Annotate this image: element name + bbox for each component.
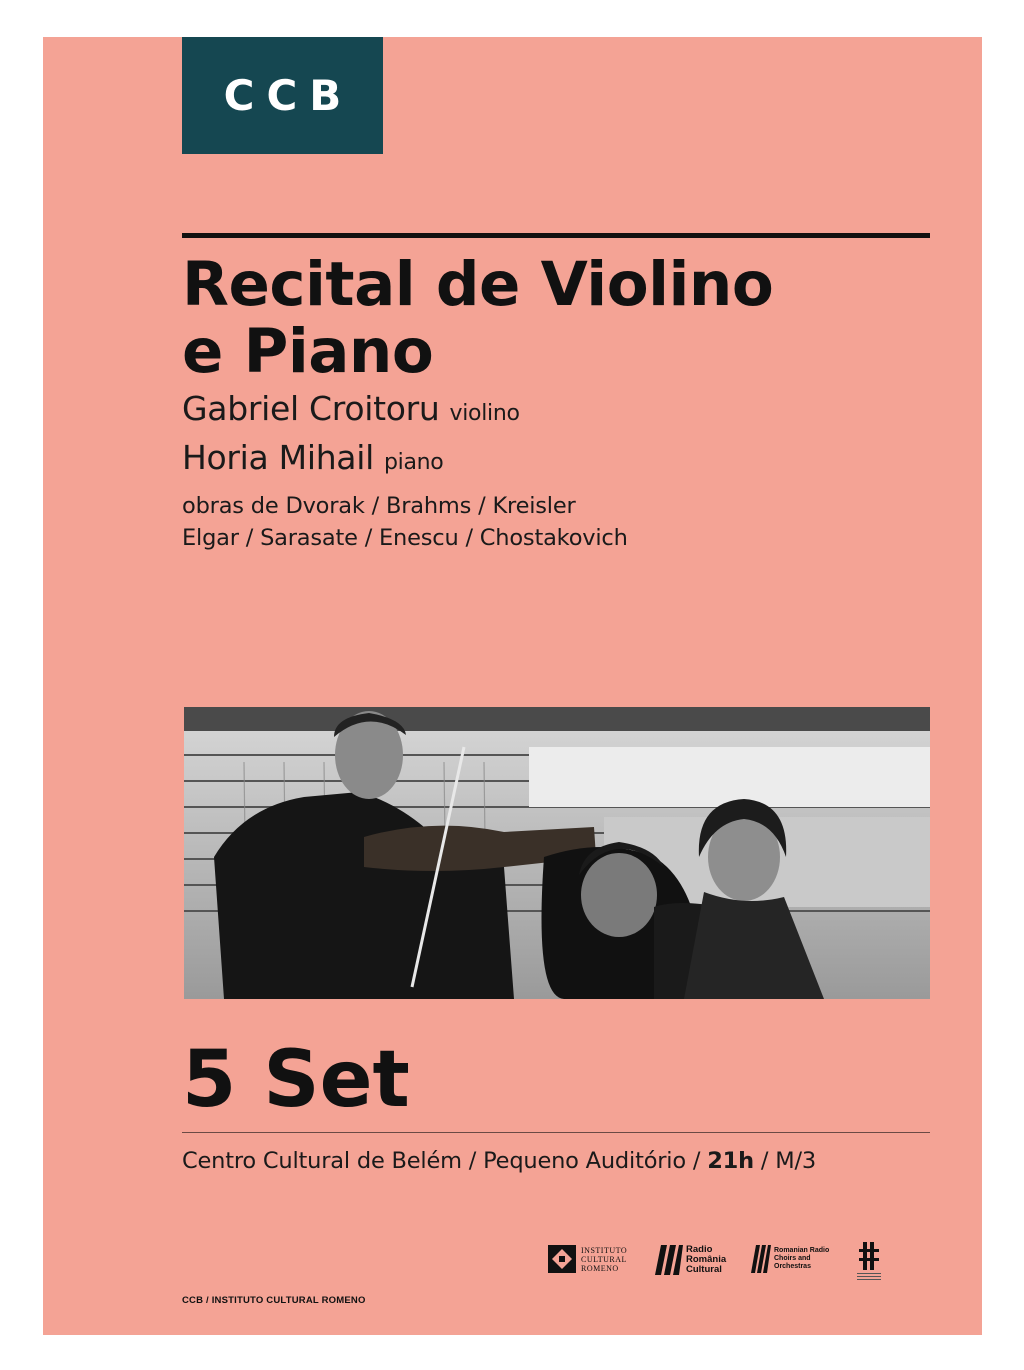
works-line-1: obras de Dvorak / Brahms / Kreisler [182, 493, 576, 519]
performers-photo-image [184, 707, 930, 999]
partner-line: Orchestras [774, 1263, 811, 1270]
title-line-2: e Piano [182, 316, 434, 387]
footer-credit: CCB / INSTITUTO CULTURAL ROMENO [182, 1295, 366, 1306]
performer-violin [182, 389, 520, 434]
partner-emblem [854, 1240, 884, 1284]
partner-line: ROMENO [581, 1263, 619, 1273]
performer-name: Gabriel Croitoru [182, 389, 440, 428]
title-line-1: Recital de Violino [182, 249, 774, 320]
poster [43, 37, 982, 1335]
venue-line [182, 1145, 816, 1177]
partner-icr [548, 1245, 627, 1273]
event-title [182, 251, 982, 385]
performer-name: Horia Mihail [182, 438, 374, 477]
partner-line: România [686, 1254, 727, 1265]
partner-line: Radio [686, 1244, 713, 1255]
ccb-logo [182, 37, 383, 154]
rating-separator: / [753, 1148, 776, 1174]
partner-line: INSTITUTO [581, 1245, 628, 1255]
radio-romania-cultural-logo-icon [655, 1245, 683, 1275]
partner-romanian-radio-orchestras [751, 1245, 829, 1273]
date-divider [182, 1132, 930, 1133]
age-rating: M/3 [775, 1148, 816, 1174]
performer-piano [182, 438, 443, 483]
works-line-2: Elgar / Sarasate / Enescu / Chostakovich [182, 525, 628, 551]
partner-line: Romanian Radio [774, 1247, 830, 1254]
logo-text: CCB [223, 71, 354, 120]
partner-line: Cultural [686, 1264, 722, 1275]
romanian-radio-orchestras-logo-icon [751, 1245, 771, 1273]
event-time: 21h [707, 1148, 754, 1174]
venue-text: Centro Cultural de Belém / Pequeno Auditório / [182, 1148, 708, 1174]
event-date: 5 Set [182, 1035, 410, 1125]
performer-role: violino [449, 401, 520, 426]
icr-logo-icon [548, 1245, 576, 1273]
partner-line: Choirs and [774, 1255, 811, 1262]
performer-role: piano [383, 450, 444, 475]
emblem-logo-icon [854, 1240, 884, 1284]
partner-radio-romania-cultural [655, 1245, 726, 1275]
partner-line: CULTURAL [581, 1254, 627, 1264]
performers-photo [184, 707, 930, 999]
title-divider [182, 233, 930, 238]
